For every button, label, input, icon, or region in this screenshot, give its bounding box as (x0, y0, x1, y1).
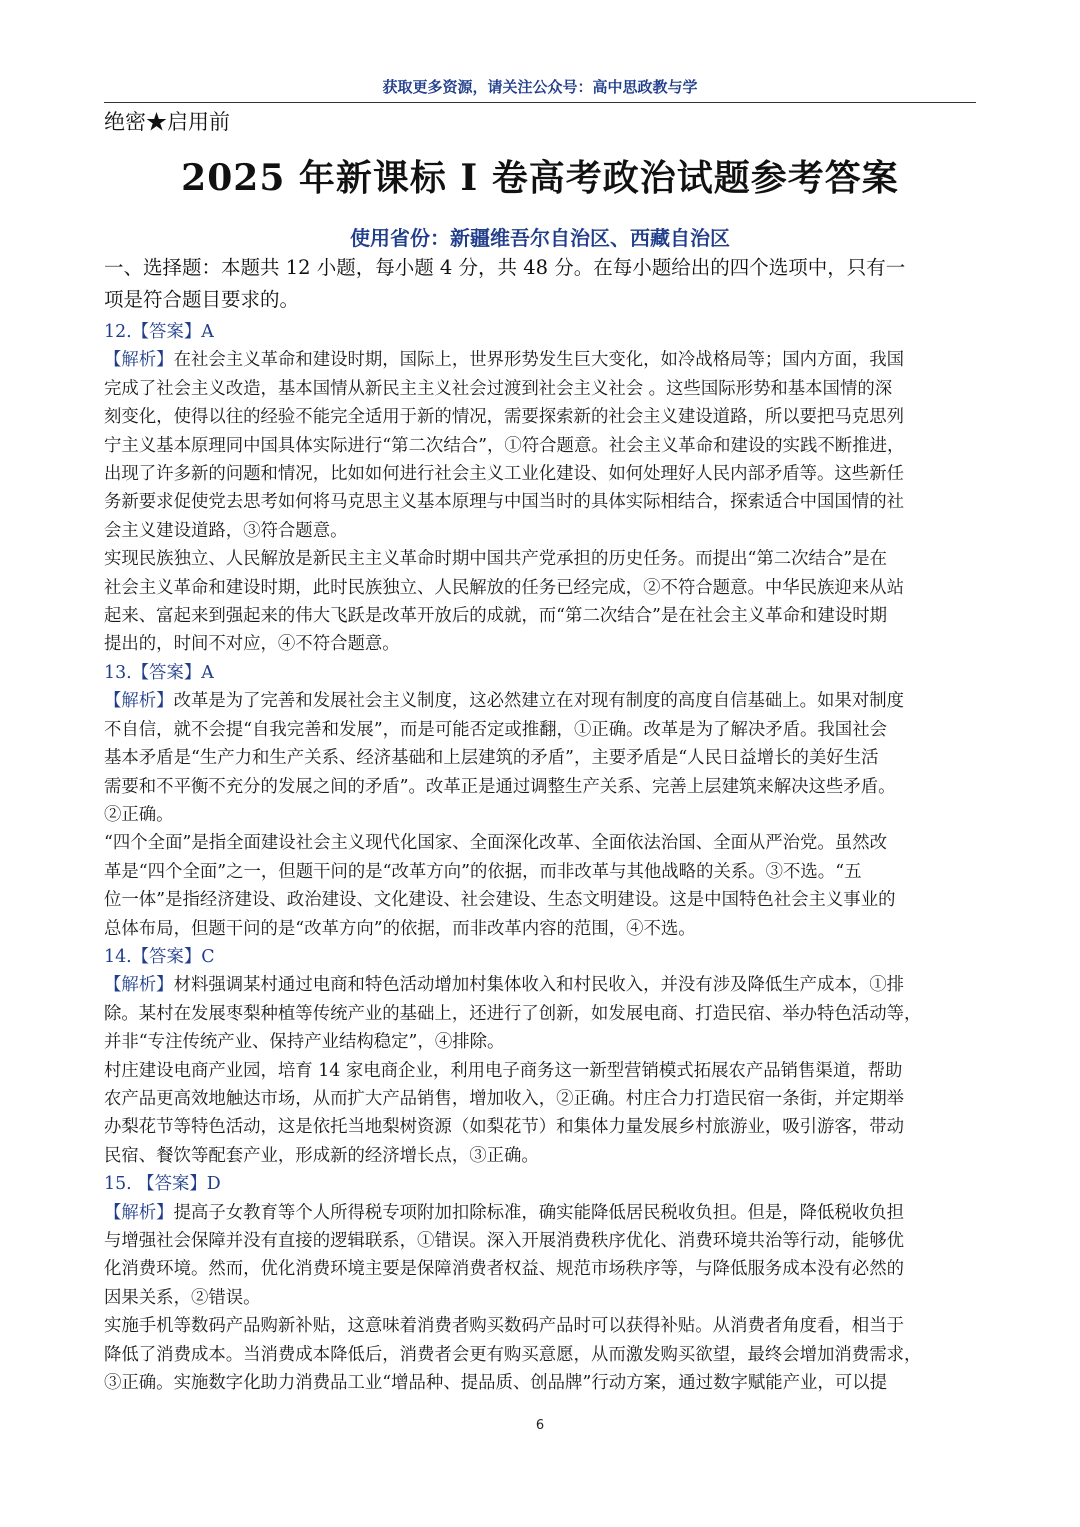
analysis-label: 【解析】 (104, 975, 174, 996)
analysis-line: 除。某村在发展枣梨种植等传统产业的基础上，还进行了创新，如发展电商、打造民宿、举办特色活动等， (104, 1003, 922, 1024)
analysis-line: 会主义建设道路，③符合题意。 (104, 520, 348, 541)
analysis-line: 务新要求促使党去思考如何将马克思主义基本原理与中国当时的具体实际相结合，探索适合中国国情的社 (104, 492, 904, 513)
analysis-label: 【解析】 (104, 1202, 174, 1223)
classification-mark: 绝密★启用前 (104, 110, 230, 134)
answer-line-q12: 12.【答案】A (104, 322, 214, 342)
analysis-line: 完成了社会主义改造，基本国情从新民主主义社会过渡到社会主义社会 。这些国际形势和基本国情的深 (104, 378, 893, 399)
header-banner: 获取更多资源，请关注公众号：高中思政教与学 (104, 76, 976, 103)
page-number: 6 (535, 1418, 545, 1433)
analysis-line: 宁主义基本原理同中国具体实际进行“第二次结合”，①符合题意。社会主义革命和建设的实践不断推进， (104, 435, 905, 456)
analysis-line: 因果关系，②错误。 (104, 1287, 261, 1308)
answer-line-q15: 15. 【答案】D (104, 1174, 221, 1195)
analysis-line: 刻变化，使得以往的经验不能完全适用于新的情况，需要探索新的社会主义建设道路，所以要把马克思列 (104, 407, 904, 428)
analysis-line: 降低了消费成本。当消费成本降低后，消费者会更有购买意愿，从而激发购买欲望，最终会增加消费需求， (104, 1344, 922, 1365)
answer-body (104, 318, 978, 1397)
section-heading-line: 一、选择题：本题共 12 小题，每小题 4 分，共 48 分。在每小题给出的四个选项中，只有一 (104, 256, 906, 279)
analysis-line: 村庄建设电商产业园，培育 14 家电商企业，利用电子商务这一新型营销模式拓展农产品销售渠道，帮助 (104, 1060, 903, 1081)
analysis-line: 基本矛盾是“生产力和生产关系、经济基础和上层建筑的矛盾”，主要矛盾是“人民日益增长的美好生活 (104, 748, 879, 769)
analysis-line: 位一体”是指经济建设、政治建设、文化建设、社会建设、生态文明建设。这是中国特色社会主义事业的 (104, 890, 896, 911)
answer-line-q14: 14.【答案】C (104, 946, 215, 967)
analysis-line: “四个全面”是指全面建设社会主义现代化国家、全面深化改革、全面依法治国、全面从严治党。虽然改 (104, 833, 887, 854)
analysis-line: 革是“四个全面”之一，但题干问的是“改革方向”的依据，而非改革与其他战略的关系。③不选。“五 (104, 861, 862, 882)
analysis-line: 总体布局，但题干问的是“改革方向”的依据，而非改革内容的范围，④不选。 (104, 918, 696, 939)
analysis-line: 实施手机等数码产品购新补贴，这意味着消费者购买数码产品时可以获得补贴。从消费者角度看，相当于 (104, 1316, 904, 1337)
analysis-line: 办梨花节等特色活动，这是依托当地梨树资源（如梨花节）和集体力量发展乡村旅游业，吸引游客，带动 (104, 1117, 904, 1138)
analysis-line: 【解析】材料强调某村通过电商和特色活动增加村集体收入和村民收入，并没有涉及降低生产成本，①排 (104, 975, 904, 996)
analysis-line: ③正确。实施数字化助力消费品工业“增品种、提品质、创品牌”行动方案，通过数字赋能产业，可以提 (104, 1373, 887, 1394)
analysis-line: 实现民族独立、人民解放是新民主主义革命时期中国共产党承担的历史任务。而提出“第二次结合”是在 (104, 549, 887, 570)
page-title: 2025 年新课标 I 卷高考政治试题参考答案 (181, 157, 899, 199)
analysis-line: 【解析】提高子女教育等个人所得税专项附加扣除标准，确实能降低居民税收负担。但是，降低税收负担 (104, 1202, 904, 1223)
analysis-line: 出现了许多新的问题和情况，比如如何进行社会主义工业化建设、如何处理好人民内部矛盾等。这些新任 (104, 464, 904, 485)
analysis-line: 【解析】在社会主义革命和建设时期，国际上，世界形势发生巨大变化，如冷战格局等；国内方面，我国 (104, 350, 904, 371)
section-heading (104, 252, 978, 316)
analysis-line: 不自信，就不会提“自我完善和发展”，而是可能否定或推翻，①正确。改革是为了解决矛盾。我国社会 (104, 719, 887, 740)
analysis-line: 起来、富起来到强起来的伟大飞跃是改革开放后的成就，而“第二次结合”是在社会主义革命和建设时期 (104, 606, 887, 627)
analysis-line: 【解析】改革是为了完善和发展社会主义制度，这必然建立在对现有制度的高度自信基础上。如果对制度 (104, 691, 904, 712)
page-subtitle: 使用省份：新疆维吾尔自治区、西藏自治区 (350, 226, 730, 250)
analysis-line: 提出的，时间不对应，④不符合题意。 (104, 634, 400, 655)
section-heading-line: 项是符合题目要求的。 (104, 288, 300, 311)
analysis-line: 需要和不平衡不充分的发展之间的矛盾”。改革正是通过调整生产关系、完善上层建筑来解决这些矛盾。 (104, 776, 896, 797)
analysis-line: 社会主义革命和建设时期，此时民族独立、人民解放的任务已经完成，②不符合题意。中华民族迎来从站 (104, 577, 904, 598)
analysis-line: 农产品更高效地触达市场，从而扩大产品销售，增加收入，②正确。村庄合力打造民宿一条街，并定期举 (104, 1088, 904, 1109)
analysis-line: 民宿、餐饮等配套产业，形成新的经济增长点，③正确。 (104, 1145, 539, 1166)
analysis-line: 并非“专注传统产业、保持产业结构稳定”，④排除。 (104, 1032, 505, 1053)
analysis-line: 化消费环境。然而，优化消费环境主要是保障消费者权益、规范市场秩序等，与降低服务成本没有必然的 (104, 1259, 904, 1280)
answer-line-q13: 13.【答案】A (104, 662, 214, 683)
analysis-line: ②正确。 (104, 804, 174, 825)
analysis-label: 【解析】 (104, 691, 174, 712)
analysis-line: 与增强社会保障并没有直接的逻辑联系，①错误。深入开展消费秩序优化、消费环境共治等行动，能够优 (104, 1231, 904, 1251)
analysis-label: 【解析】 (104, 350, 174, 371)
